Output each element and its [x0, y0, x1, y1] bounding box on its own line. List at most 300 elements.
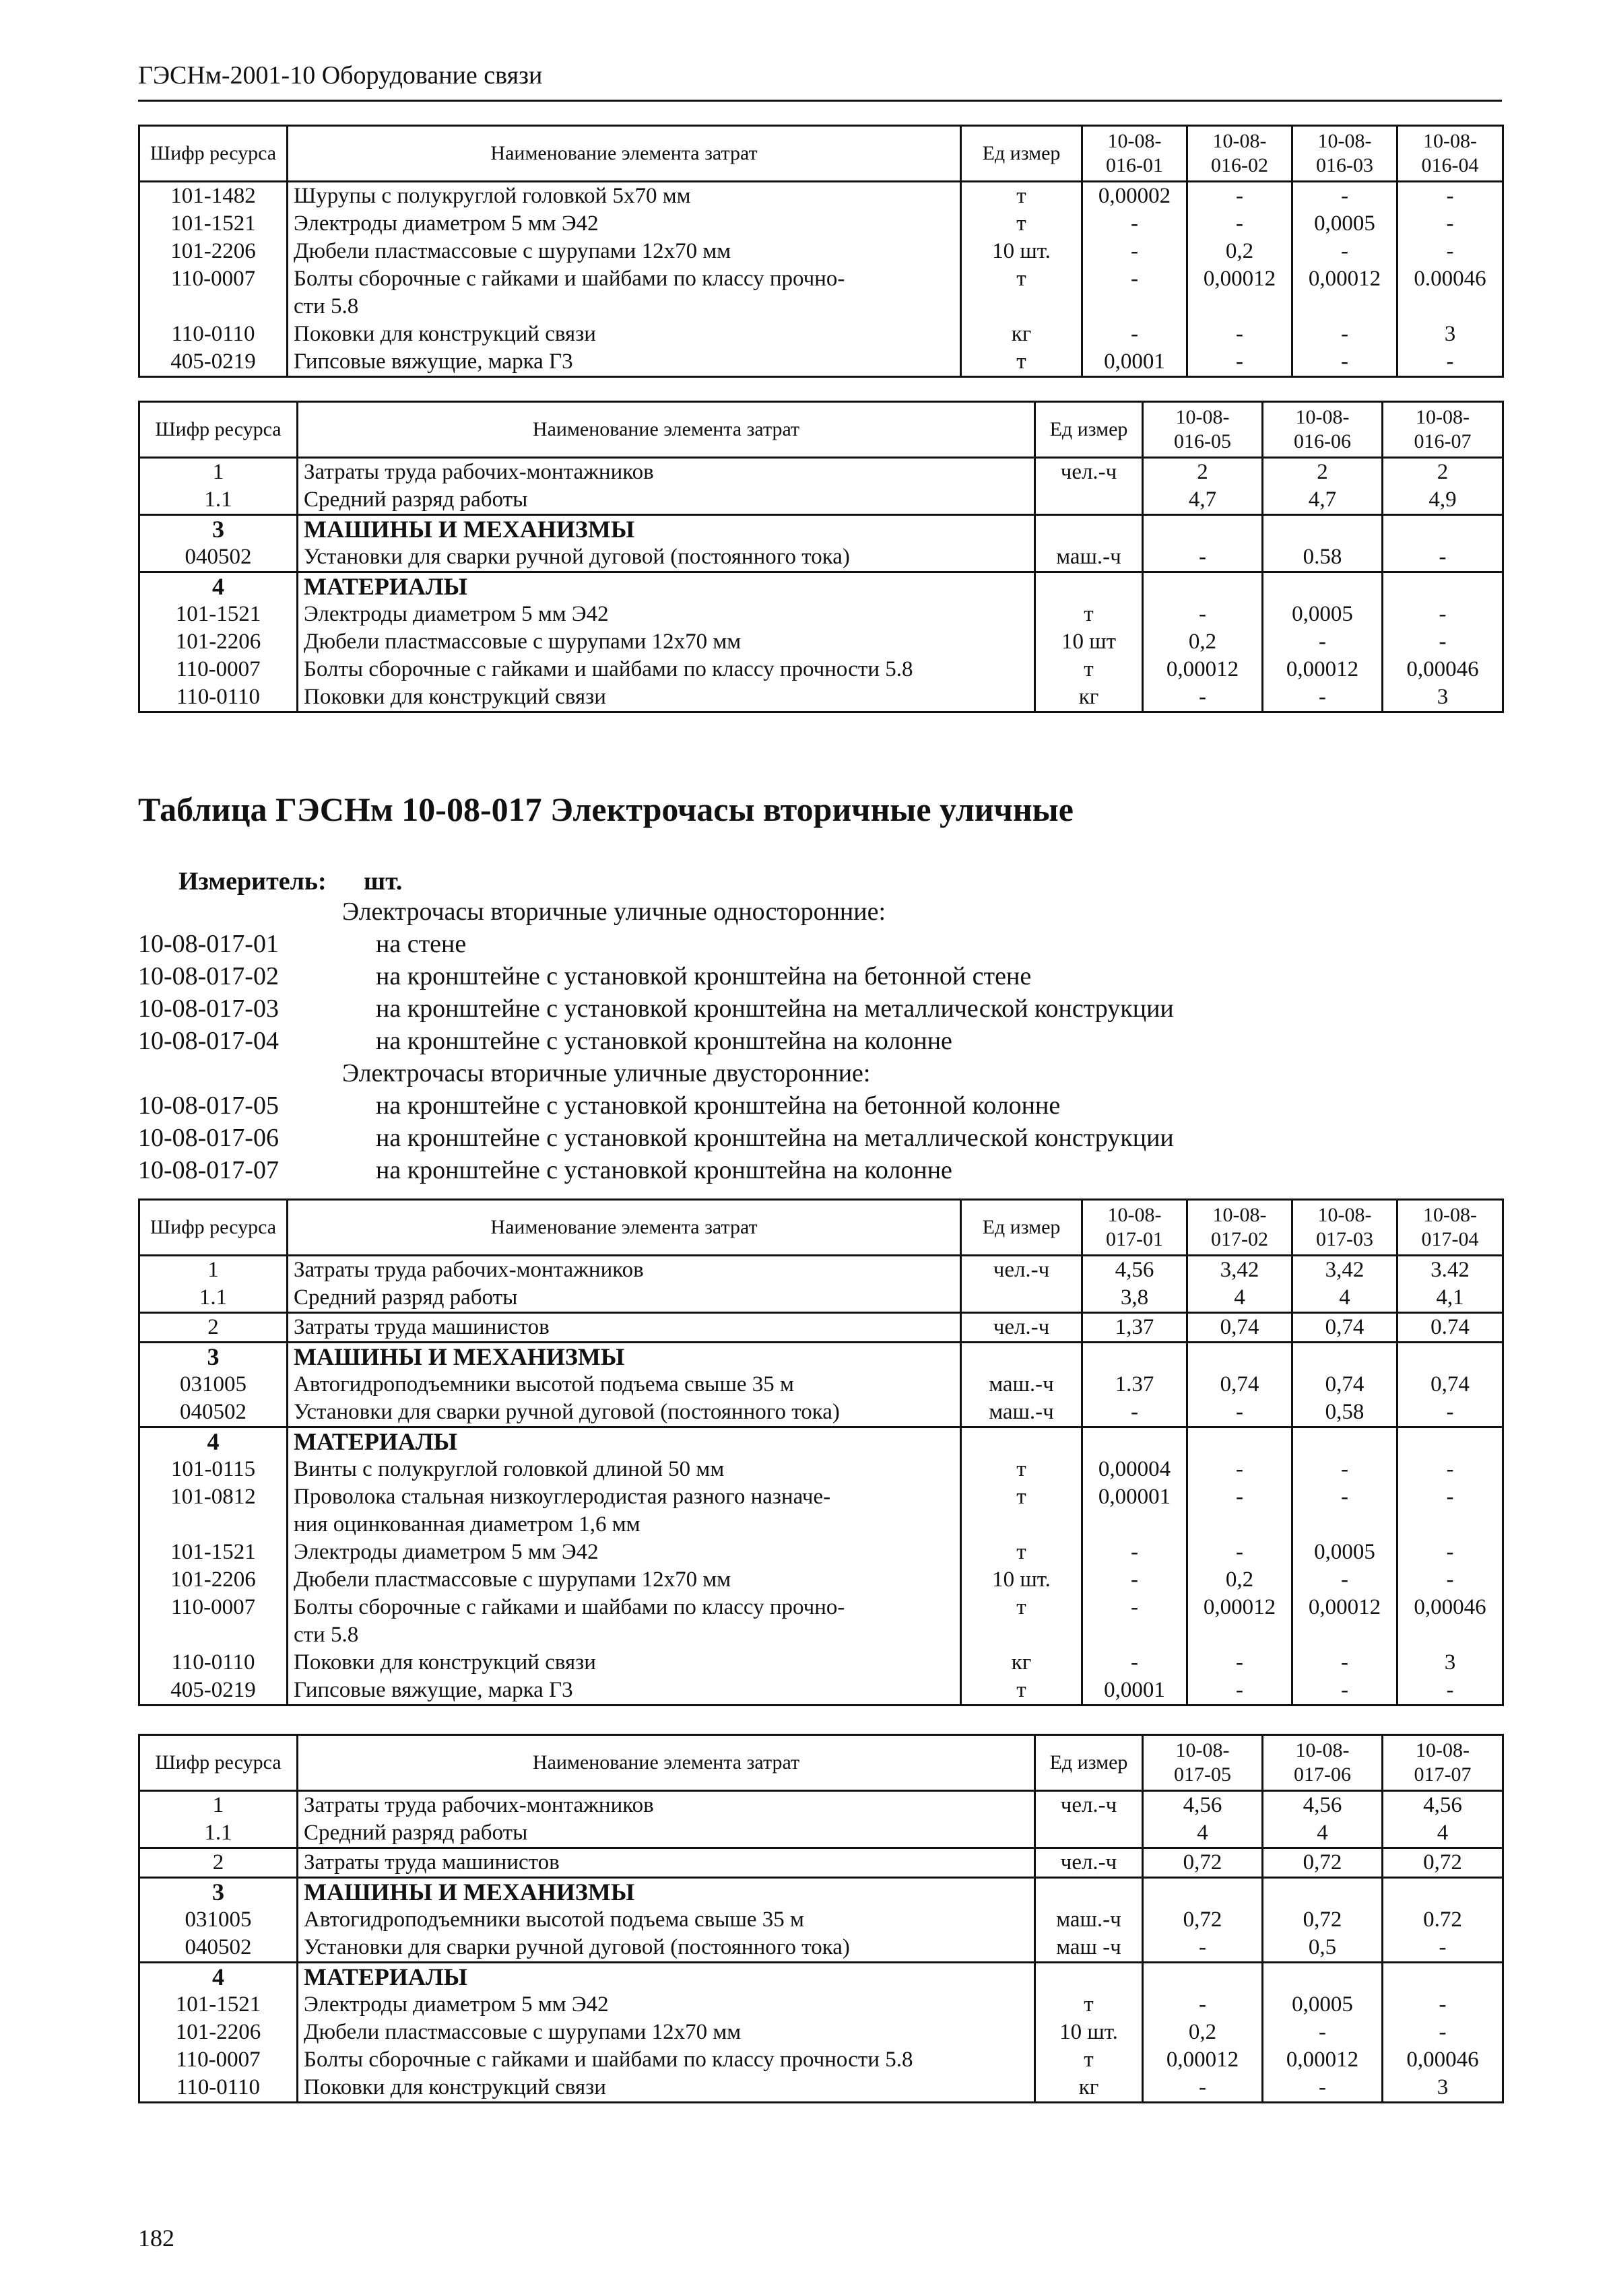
cell-value: 4,56	[1263, 1791, 1383, 1820]
cell-value: -	[1143, 1934, 1263, 1963]
cell-unit: чел.-ч	[1035, 1791, 1143, 1820]
table-row	[139, 1398, 1503, 1427]
cell-unit: кг	[961, 320, 1082, 348]
cell-name: Средний разряд работы	[298, 486, 1035, 515]
cell-name: Установки для сварки ручной дуговой (постоянного тока)	[298, 543, 1035, 572]
cell-value: 0,00046	[1383, 2046, 1503, 2074]
cell-value: 3.42	[1398, 1256, 1503, 1285]
cell-value	[1082, 1427, 1187, 1456]
cell-value: 0,5	[1263, 1934, 1383, 1963]
variant-code: 10-08-017-03	[138, 994, 279, 1023]
cell-value: -	[1187, 182, 1292, 211]
cell-unit: маш.-ч	[961, 1398, 1082, 1427]
section-row	[139, 1963, 1503, 1992]
cell-code: 040502	[139, 1934, 298, 1963]
table-row	[139, 543, 1503, 572]
cell-code: 110-0110	[139, 1649, 288, 1677]
cell-name: МАТЕРИАЛЫ	[298, 1963, 1035, 1992]
cell-name: МАШИНЫ И МЕХАНИЗМЫ	[298, 515, 1035, 544]
section-row	[139, 572, 1503, 601]
header-name: Наименование элемента затрат	[288, 1200, 961, 1256]
cell-value: -	[1398, 1677, 1503, 1706]
cell-value: 3,42	[1292, 1256, 1398, 1285]
cell-value: -	[1187, 320, 1292, 348]
cell-value: -	[1292, 1483, 1398, 1539]
cell-value: -	[1398, 1539, 1503, 1566]
cell-value	[1143, 1878, 1263, 1907]
cell-value: 0,0001	[1082, 1677, 1187, 1706]
variant-line	[138, 928, 1485, 960]
cell-value: -	[1398, 238, 1503, 265]
variant-text: на кронштейне с установкой кронштейна на бетонной колонне	[376, 1091, 1061, 1120]
table-header-row	[139, 126, 1503, 182]
cell-unit: кг	[961, 1649, 1082, 1677]
cell-value: 0,00004	[1082, 1456, 1187, 1483]
cell-name: Поковки для конструкций связи	[288, 1649, 961, 1677]
table-row	[139, 1483, 1503, 1539]
table-row	[139, 1456, 1503, 1483]
table-row	[139, 265, 1503, 320]
cell-value: 0,72	[1143, 1906, 1263, 1934]
cell-unit: т	[961, 1594, 1082, 1649]
header-norm-code: 10-08- 017-04	[1398, 1200, 1503, 1256]
cell-value: -	[1292, 1456, 1398, 1483]
cell-value	[1292, 1343, 1398, 1372]
cell-code: 101-0115	[139, 1456, 288, 1483]
table-row	[139, 486, 1503, 515]
cell-value: 0,72	[1263, 1906, 1383, 1934]
header-unit: Ед измер	[1035, 402, 1143, 458]
cell-unit: кг	[1035, 683, 1143, 712]
cell-name: Дюбели пластмассовые с шурупами 12х70 мм	[288, 1566, 961, 1594]
cell-value: 0,00012	[1263, 656, 1383, 683]
cell-unit: чел.-ч	[961, 1256, 1082, 1285]
header-norm-code: 10-08- 017-01	[1082, 1200, 1187, 1256]
variant-line	[138, 1122, 1485, 1154]
cell-unit: маш.-ч	[961, 1371, 1082, 1398]
cell-code: 101-2206	[139, 628, 298, 656]
cell-value: -	[1143, 601, 1263, 628]
cell-value	[1187, 1343, 1292, 1372]
header-norm-code: 10-08- 016-03	[1292, 126, 1398, 182]
table-row	[139, 1313, 1503, 1343]
cell-value: 0,00001	[1082, 1483, 1187, 1539]
cell-value: 0,00012	[1187, 1594, 1292, 1649]
cell-value: -	[1143, 683, 1263, 712]
cell-name: МАТЕРИАЛЫ	[298, 572, 1035, 601]
variant-text: на кронштейне с установкой кронштейна на металлической конструкции	[376, 994, 1174, 1023]
cell-name: Болты сборочные с гайками и шайбами по классу прочности 5.8	[298, 2046, 1035, 2074]
cell-value: 0,2	[1187, 1566, 1292, 1594]
cell-unit: чел.-ч	[1035, 1848, 1143, 1878]
cell-value: -	[1383, 1991, 1503, 2019]
cell-name: Автогидроподъемники высотой подъема свыше 35 м	[298, 1906, 1035, 1934]
cell-value: -	[1082, 210, 1187, 238]
table-row	[139, 1284, 1503, 1313]
cell-code: 101-2206	[139, 2019, 298, 2046]
cost-table-017-01-04	[138, 1198, 1504, 1706]
header-norm-code: 10-08- 016-06	[1263, 402, 1383, 458]
cell-name: Электроды диаметром 5 мм Э42	[288, 210, 961, 238]
cell-value: -	[1143, 543, 1263, 572]
cell-value: -	[1263, 2074, 1383, 2103]
cell-value: 4,1	[1398, 1284, 1503, 1313]
cell-value: 3,8	[1082, 1284, 1187, 1313]
cell-name: Поковки для конструкций связи	[298, 2074, 1035, 2103]
variant-group-line	[138, 896, 1485, 928]
header-norm-code: 10-08- 016-01	[1082, 126, 1187, 182]
cell-unit: т	[961, 210, 1082, 238]
cell-unit: маш.-ч	[1035, 543, 1143, 572]
running-header: ГЭСНм-2001-10 Оборудование связи	[138, 61, 543, 90]
table-row	[139, 2019, 1503, 2046]
cell-code: 405-0219	[139, 348, 288, 377]
cell-value: 3	[1398, 320, 1503, 348]
cell-unit: т	[1035, 656, 1143, 683]
cell-code: 2	[139, 1313, 288, 1343]
cell-code: 3	[139, 1878, 298, 1907]
cell-value: -	[1263, 628, 1383, 656]
cell-code: 101-1521	[139, 210, 288, 238]
variant-code: 10-08-017-07	[138, 1156, 279, 1184]
cell-unit: 10 шт	[1035, 628, 1143, 656]
cell-value	[1263, 572, 1383, 601]
cell-value: -	[1398, 210, 1503, 238]
cell-value: 0,72	[1263, 1848, 1383, 1878]
cell-unit: 10 шт.	[1035, 2019, 1143, 2046]
cell-name: Электроды диаметром 5 мм Э42	[288, 1539, 961, 1566]
cell-value	[1143, 515, 1263, 544]
variant-line	[138, 960, 1485, 992]
cell-name: Гипсовые вяжущие, марка Г3	[288, 348, 961, 377]
variant-line	[138, 992, 1485, 1025]
cell-code: 101-2206	[139, 238, 288, 265]
cell-code: 110-0007	[139, 656, 298, 683]
header-norm-code: 10-08- 016-05	[1143, 402, 1263, 458]
cell-value	[1383, 572, 1503, 601]
cell-unit: т	[1035, 2046, 1143, 2074]
cell-name: Затраты труда рабочих-монтажников	[298, 458, 1035, 487]
cell-value: 0,00012	[1143, 656, 1263, 683]
cell-value	[1383, 515, 1503, 544]
cell-value: 0,74	[1292, 1313, 1398, 1343]
header-norm-code: 10-08- 017-07	[1383, 1735, 1503, 1791]
cell-value: -	[1187, 1456, 1292, 1483]
cell-name: Дюбели пластмассовые с шурупами 12х70 мм	[298, 628, 1035, 656]
cell-value	[1383, 1963, 1503, 1992]
cell-value: -	[1398, 1566, 1503, 1594]
cell-unit: т	[961, 348, 1082, 377]
cell-value: 4	[1143, 1819, 1263, 1848]
cell-unit: т	[961, 1456, 1082, 1483]
cell-value: 0,00012	[1143, 2046, 1263, 2074]
cell-code: 101-0812	[139, 1483, 288, 1539]
variant-group-title: Электрочасы вторичные уличные односторонние:	[342, 898, 886, 926]
variant-text: на кронштейне с установкой кронштейна на металлической конструкции	[376, 1124, 1174, 1152]
cell-value: 1.37	[1082, 1371, 1187, 1398]
cell-value: 4	[1187, 1284, 1292, 1313]
header-norm-code: 10-08- 016-04	[1398, 126, 1503, 182]
cell-value: -	[1383, 601, 1503, 628]
cell-code: 040502	[139, 543, 298, 572]
cell-unit: т	[961, 1539, 1082, 1566]
cell-value: 0,0005	[1292, 1539, 1398, 1566]
cell-name: Поковки для конструкций связи	[298, 683, 1035, 712]
cell-unit: 10 шт.	[961, 1566, 1082, 1594]
cell-value: -	[1082, 1566, 1187, 1594]
cell-unit: чел.-ч	[1035, 458, 1143, 487]
cell-value: 0,00046	[1383, 656, 1503, 683]
cell-unit: т	[961, 1483, 1082, 1539]
header-name: Наименование элемента затрат	[288, 126, 961, 182]
cell-name: Средний разряд работы	[298, 1819, 1035, 1848]
table-header-row	[139, 402, 1503, 458]
cell-unit	[1035, 572, 1143, 601]
cell-name: Затраты труда машинистов	[298, 1848, 1035, 1878]
cell-code: 101-1482	[139, 182, 288, 211]
cell-value: -	[1292, 1677, 1398, 1706]
cell-value	[1383, 1878, 1503, 1907]
table-row	[139, 2074, 1503, 2103]
table-row	[139, 683, 1503, 712]
cell-unit: т	[961, 265, 1082, 320]
cell-code: 3	[139, 515, 298, 544]
cell-name: Электроды диаметром 5 мм Э42	[298, 601, 1035, 628]
cell-code: 101-1521	[139, 1991, 298, 2019]
cell-unit: т	[1035, 601, 1143, 628]
variant-line	[138, 1089, 1485, 1122]
cell-value: 2	[1383, 458, 1503, 487]
cell-value: 4,56	[1143, 1791, 1263, 1820]
header-rule	[138, 100, 1502, 102]
cell-value: -	[1292, 1566, 1398, 1594]
cell-value: -	[1082, 265, 1187, 320]
cell-value: 0,2	[1187, 238, 1292, 265]
table-row	[139, 1906, 1503, 1934]
cell-name: Автогидроподъемники высотой подъема свыше 35 м	[288, 1371, 961, 1398]
cell-value: 0,74	[1292, 1371, 1398, 1398]
cell-code: 2	[139, 1848, 298, 1878]
cell-value: -	[1263, 683, 1383, 712]
cell-value: -	[1187, 348, 1292, 377]
header-code: Шифр ресурса	[139, 1200, 288, 1256]
cell-value	[1143, 1963, 1263, 1992]
cell-value: 2	[1143, 458, 1263, 487]
table-row	[139, 1934, 1503, 1963]
header-norm-code: 10-08- 017-02	[1187, 1200, 1292, 1256]
cell-code: 101-2206	[139, 1566, 288, 1594]
cell-value: -	[1263, 2019, 1383, 2046]
table-row	[139, 1677, 1503, 1706]
variant-code: 10-08-017-05	[138, 1091, 279, 1120]
cell-value: -	[1383, 543, 1503, 572]
cell-value: 3	[1383, 683, 1503, 712]
cell-value	[1398, 1343, 1503, 1372]
variant-text: на стене	[376, 930, 467, 958]
cell-value: 0,00012	[1292, 265, 1398, 320]
section-row	[139, 1427, 1503, 1456]
cell-name: Установки для сварки ручной дуговой (постоянного тока)	[288, 1398, 961, 1427]
cell-unit	[961, 1427, 1082, 1456]
cell-value: -	[1398, 348, 1503, 377]
table-row	[139, 1819, 1503, 1848]
cell-value: 1,37	[1082, 1313, 1187, 1343]
cell-value: -	[1398, 1398, 1503, 1427]
variant-code: 10-08-017-04	[138, 1027, 279, 1055]
cell-value: 0,0001	[1082, 348, 1187, 377]
cell-code: 4	[139, 1963, 298, 1992]
cell-name: МАШИНЫ И МЕХАНИЗМЫ	[288, 1343, 961, 1372]
cell-value: -	[1187, 210, 1292, 238]
cell-value: 0,74	[1187, 1371, 1292, 1398]
table-row	[139, 1539, 1503, 1566]
cell-name: Средний разряд работы	[288, 1284, 961, 1313]
header-norm-code: 10-08- 017-06	[1263, 1735, 1383, 1791]
cell-value: 4,56	[1082, 1256, 1187, 1285]
cell-unit	[1035, 1963, 1143, 1992]
table-row	[139, 182, 1503, 211]
table-row	[139, 1991, 1503, 2019]
cell-code: 4	[139, 1427, 288, 1456]
cell-unit	[1035, 1878, 1143, 1907]
cell-name: Шурупы с полукруглой головкой 5х70 мм	[288, 182, 961, 211]
table-row	[139, 656, 1503, 683]
cell-value: 0,58	[1292, 1398, 1398, 1427]
table-row	[139, 1256, 1503, 1285]
table-row	[139, 1371, 1503, 1398]
cell-name: Гипсовые вяжущие, марка Г3	[288, 1677, 961, 1706]
cell-value: -	[1292, 238, 1398, 265]
header-name: Наименование элемента затрат	[298, 1735, 1035, 1791]
header-unit: Ед измер	[1035, 1735, 1143, 1791]
variant-text: на кронштейне с установкой кронштейна на бетонной стене	[376, 962, 1032, 990]
cell-value: 4,9	[1383, 486, 1503, 515]
cell-name: Болты сборочные с гайками и шайбами по классу прочности 5.8	[298, 656, 1035, 683]
cell-value: -	[1082, 238, 1187, 265]
table-header-row	[139, 1200, 1503, 1256]
cell-value: 0,00046	[1398, 1594, 1503, 1649]
page-number: 182	[138, 2225, 174, 2252]
cell-unit: т	[961, 1677, 1082, 1706]
cell-value: 0,74	[1398, 1371, 1503, 1398]
header-norm-code: 10-08- 016-07	[1383, 402, 1503, 458]
cell-value	[1292, 1427, 1398, 1456]
cell-name: Винты с полукруглой головкой длиной 50 мм	[288, 1456, 961, 1483]
cell-value: -	[1187, 1398, 1292, 1427]
cell-value: -	[1292, 1649, 1398, 1677]
table-row	[139, 1594, 1503, 1649]
cell-value: -	[1398, 1456, 1503, 1483]
cell-name: Затраты труда рабочих-монтажников	[298, 1791, 1035, 1820]
cell-value: 0,0005	[1263, 1991, 1383, 2019]
variant-group-title: Электрочасы вторичные уличные двусторонние:	[342, 1059, 871, 1087]
variant-code: 10-08-017-06	[138, 1124, 279, 1152]
variant-text: на кронштейне с установкой кронштейна на колонне	[376, 1156, 952, 1184]
cell-value: -	[1383, 628, 1503, 656]
cell-value: 0,0005	[1263, 601, 1383, 628]
cell-value: 4	[1263, 1819, 1383, 1848]
cell-code: 110-0007	[139, 2046, 298, 2074]
cell-value	[1263, 1878, 1383, 1907]
cell-value: 0,00012	[1292, 1594, 1398, 1649]
cell-unit: 10 шт.	[961, 238, 1082, 265]
cell-value	[1082, 1343, 1187, 1372]
cell-value: -	[1187, 1677, 1292, 1706]
cell-unit: кг	[1035, 2074, 1143, 2103]
cell-code: 101-1521	[139, 1539, 288, 1566]
variant-text: на кронштейне с установкой кронштейна на колонне	[376, 1027, 952, 1055]
cell-code: 405-0219	[139, 1677, 288, 1706]
cell-value: 0,0005	[1292, 210, 1398, 238]
cell-value: 2	[1263, 458, 1383, 487]
header-code: Шифр ресурса	[139, 1735, 298, 1791]
cell-value: -	[1398, 1483, 1503, 1539]
table-row	[139, 1848, 1503, 1878]
cell-unit	[1035, 486, 1143, 515]
variant-code: 10-08-017-01	[138, 930, 279, 958]
cell-value: 0,2	[1143, 2019, 1263, 2046]
header-unit: Ед измер	[961, 126, 1082, 182]
cell-value: 3	[1398, 1649, 1503, 1677]
cell-name: Затраты труда машинистов	[288, 1313, 961, 1343]
measure-label: Измеритель:	[178, 867, 327, 896]
cell-value	[1143, 572, 1263, 601]
cell-code: 110-0110	[139, 683, 298, 712]
cell-code: 110-0007	[139, 1594, 288, 1649]
cell-value: 3,42	[1187, 1256, 1292, 1285]
table-header-row	[139, 1735, 1503, 1791]
cell-code: 3	[139, 1343, 288, 1372]
table-row	[139, 210, 1503, 238]
table-row	[139, 1566, 1503, 1594]
cost-table-016-05-07	[138, 401, 1504, 713]
variant-group-line	[138, 1057, 1485, 1089]
cell-value: 4	[1383, 1819, 1503, 1848]
cell-value: 4,7	[1143, 486, 1263, 515]
cell-code: 110-0007	[139, 265, 288, 320]
cell-value: 4,7	[1263, 486, 1383, 515]
cell-code: 101-1521	[139, 601, 298, 628]
cell-value: 0.72	[1383, 1906, 1503, 1934]
cell-value: 4,56	[1383, 1791, 1503, 1820]
cell-value	[1263, 515, 1383, 544]
cost-table-016-01-04	[138, 125, 1504, 378]
cell-value: -	[1143, 2074, 1263, 2103]
cell-code: 1.1	[139, 1284, 288, 1313]
table-row	[139, 2046, 1503, 2074]
cell-name: МАТЕРИАЛЫ	[288, 1427, 961, 1456]
cell-value: -	[1383, 2019, 1503, 2046]
header-unit: Ед измер	[961, 1200, 1082, 1256]
cost-table-017-05-07	[138, 1734, 1504, 2103]
cell-value: -	[1187, 1483, 1292, 1539]
cell-value: -	[1082, 1649, 1187, 1677]
cell-code: 110-0110	[139, 2074, 298, 2103]
cell-code: 110-0110	[139, 320, 288, 348]
cell-code: 031005	[139, 1371, 288, 1398]
cell-value: 0,00002	[1082, 182, 1187, 211]
section-row	[139, 1878, 1503, 1907]
cell-code: 1	[139, 1791, 298, 1820]
cell-unit	[961, 1284, 1082, 1313]
header-name: Наименование элемента затрат	[298, 402, 1035, 458]
cell-unit: т	[961, 182, 1082, 211]
cell-name: Проволока стальная низкоуглеродистая разного назначе- ния оцинкованная диаметром 1,6 мм	[288, 1483, 961, 1539]
table-row	[139, 458, 1503, 487]
cell-value: -	[1082, 1398, 1187, 1427]
variant-line	[138, 1154, 1485, 1186]
cell-value: -	[1082, 1594, 1187, 1649]
